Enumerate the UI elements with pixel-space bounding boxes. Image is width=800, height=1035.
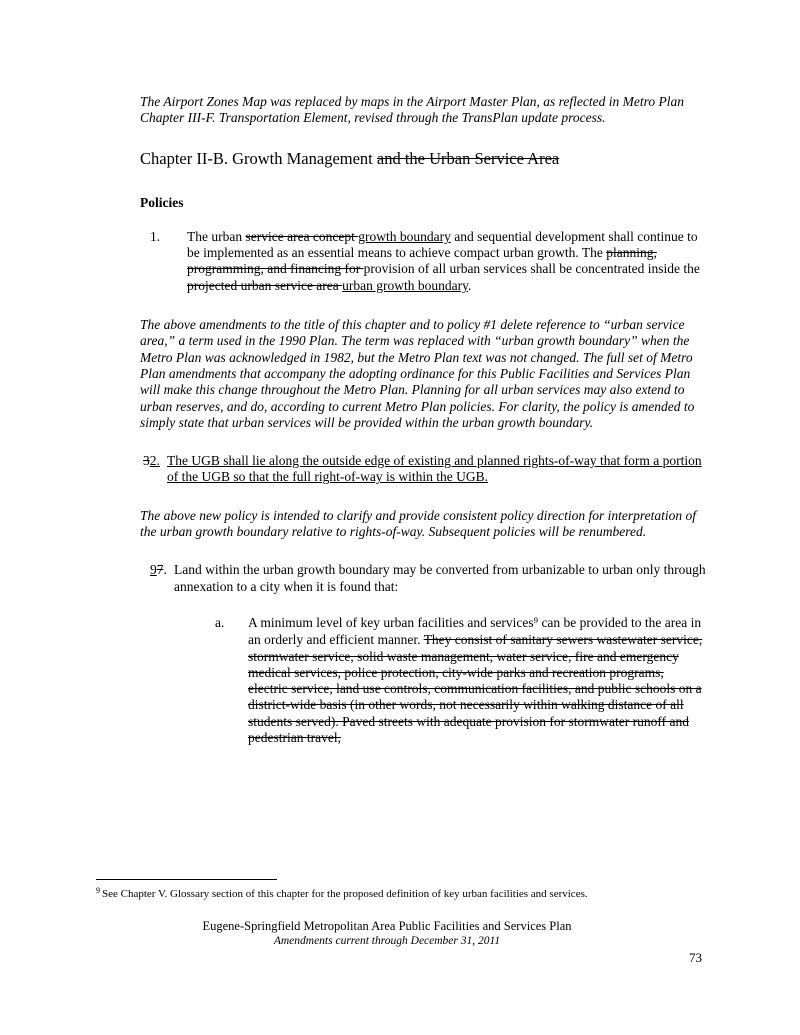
chapter-heading [140, 149, 706, 169]
text-run: 9 [150, 562, 157, 578]
page-number: 73 [689, 950, 702, 965]
list-marker [150, 562, 167, 578]
document-blocks [140, 94, 706, 746]
text-run: The above amendments to the title of this chapter and to policy #1 delete reference to “urban service area,” a term used in the 1990 Plan. The term was replaced with “urban growth boundary” when the Metro Plan was acknowledged in 1982, but the Metro Plan text was not changed. The full set of Metro Plan amendments that accompany the adopting ordinance for this Public Facilities and Services Plan will make this change throughout the Metro Plan. Planning for all urban services may also extend to urban reserves, and do, according to current Metro Plan policies. For clarity, the policy is amended to simply state that urban services will be provided within the urban growth boundary. [140, 317, 695, 430]
text-run: Policies [140, 194, 184, 210]
text-run: 3 [143, 453, 150, 469]
text-run: service area concept [245, 228, 359, 244]
airport-zones-note [140, 94, 706, 127]
policies-heading [140, 195, 706, 211]
text-run: 2. [149, 453, 160, 469]
policy-2 [140, 453, 706, 486]
text-run: growth boundary [358, 228, 451, 244]
text-run: A minimum level of key urban facilities and services [248, 614, 534, 630]
text-run: . [468, 277, 472, 293]
footnote [96, 887, 716, 902]
footnote-marker: 9 [96, 886, 100, 896]
footnote-divider [96, 879, 277, 880]
footnote-text: See Chapter V. Glossary section of this chapter for the proposed definition of key urban facilities and services. [102, 888, 588, 900]
text-run: urban growth boundary [342, 277, 469, 293]
list-marker [215, 615, 224, 631]
sub-policy-a [140, 615, 706, 746]
policy-9 [140, 562, 706, 595]
page-footer [0, 918, 774, 949]
text-run: a. [215, 614, 225, 630]
list-marker [143, 453, 160, 469]
text-run: They consist of sanitary sewers wastewater service, stormwater service, solid waste management, water service, fire and emergency medical services, police protection, city-wide parks and recreation programs, electric service, land use controls, communication facilities, and public schools on a district-wide basis (in other words, not necessarily within walking distance of all students served). Paved streets with adequate provision for stormwater runoff and pedestrian travel, [248, 632, 703, 746]
text-run: projected urban service area [187, 277, 343, 293]
text-run: can be provided to the area in an orderly and efficient manner. [248, 614, 702, 648]
text-run: Chapter II-B. Growth Management [140, 148, 377, 168]
text-run: The Airport Zones Map was replaced by maps in the Airport Master Plan, as reflected in Metro Plan Chapter III-F. Transportation Element, revised through the TransPlan update process. [140, 94, 684, 126]
text-run: The urban [187, 228, 246, 244]
text-run: . [163, 562, 167, 578]
text-run: 7 [156, 562, 164, 578]
text-run: provision of all urban services shall be concentrated inside the [363, 261, 700, 277]
text-run: planning, programming, and financing for [187, 245, 657, 277]
text-run: 1. [150, 228, 161, 244]
footer-title: Eugene-Springfield Metropolitan Area Public Facilities and Services Plan [202, 919, 572, 933]
amendment-note-2 [140, 508, 706, 541]
footer-amendments-note: Amendments current through December 31, 2011 [273, 935, 501, 947]
text-run: Land within the urban growth boundary may be converted from urbanizable to urban only through annexation to a city when it is found that: [174, 562, 706, 594]
text-run: The UGB shall lie along the outside edge of existing and planned rights-of-way that form a portion of the UGB so that the full right-of-way is within the UGB. [167, 453, 702, 485]
text-run: The above new policy is intended to clarify and provide consistent policy direction for interpretation of the urban growth boundary relative to rights-of-way. Subsequent policies will be renumbered. [140, 507, 697, 540]
list-marker [150, 229, 160, 245]
text-run: 9 [533, 615, 539, 625]
text-run: and the Urban Service Area [376, 148, 560, 168]
amendment-note-1 [140, 317, 706, 431]
policy-1 [140, 229, 706, 294]
text-run: and sequential development shall continue to be implemented as an essential means to achieve compact urban growth. The [187, 228, 698, 261]
